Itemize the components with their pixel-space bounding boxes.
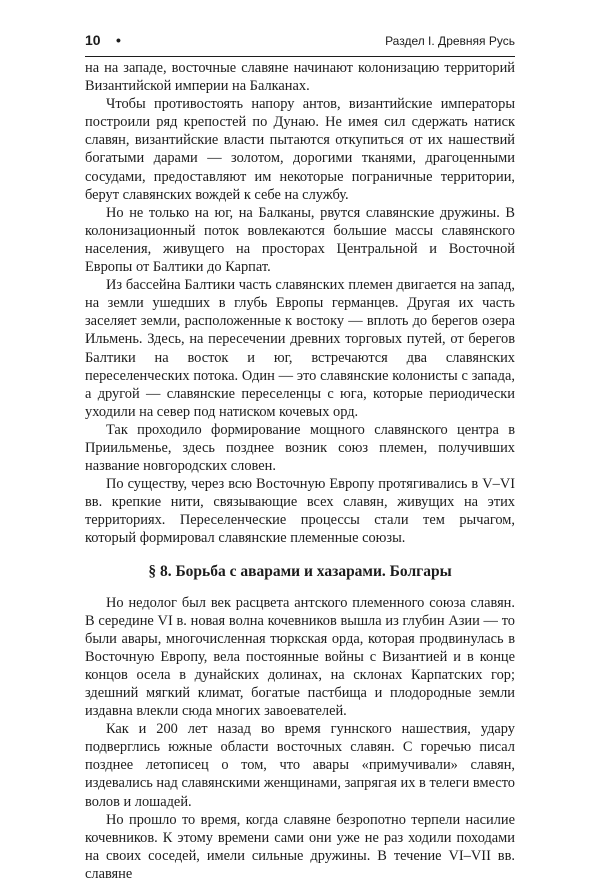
paragraph: Но недолог был век расцвета антского племенного союза славян. В середине VI в. новая волна кочевников вышла из глубин Азии — то были авары, многочисленная тюркская орда, которая продвинулась в Восточную Европу, вела постоянные войны с Византией и в конце концов осела в дунайских долинах, на склонах Карпатских гор; здешний мягкий климат, богатые пастбища и плодородные земли издавна влекли сюда многих завоевателей. bbox=[85, 594, 515, 720]
page-number: 10 bbox=[85, 32, 101, 48]
section-title: § 8. Борьба с аварами и хазарами. Болгары bbox=[148, 562, 452, 580]
paragraph: Но не только на юг, на Балканы, рвутся славянские дружины. В колонизационный поток вовлекаются большие массы славянского населения, живущего на просторах Центральной и Восточной Европы от Балтики до Карпат. bbox=[85, 204, 515, 276]
header-rule bbox=[85, 56, 515, 57]
paragraph: Так проходило формирование мощного славянского центра в Приильменье, здесь позднее возник союз племен, получивших название новгородских словен. bbox=[85, 421, 515, 475]
running-head: Раздел I. Древняя Русь bbox=[385, 34, 515, 48]
paragraph: Из бассейна Балтики часть славянских племен двигается на запад, на земли ушедших в глубь Европы германцев. Другая их часть заселяет земли, расположенные к востоку — вплоть до берегов озера Ильмень. Здесь, на пересечении древних торговых путей, от берегов Балтики на восток и юг, встречаются два славянских переселенческих потока. Один — это славянские колонисты с запада, а другой — славянские переселенцы с юга, которые периодически уходили на север под натиском кочевых орд. bbox=[85, 277, 515, 420]
paragraph: Чтобы противостоять напору антов, византийские императоры построили ряд крепостей по Дунаю. Не имея сил сдержать натиск славян, византийские власти пытаются откупиться от их нашествий богатыми дарами — золотом, дорогими тканями, драгоценными сосудами, предоставляют им некоторые пограничные территории, берут славянских вождей к себе на службу. bbox=[85, 96, 515, 203]
page-header bbox=[85, 30, 515, 52]
paragraph: на на западе, восточные славяне начинают колонизацию территорий Византийской империи на Балканах. bbox=[85, 60, 515, 95]
header-bullet: • bbox=[116, 32, 121, 48]
paragraph: По существу, через всю Восточную Европу протягивались в V–VI вв. крепкие нити, связывающие всех славян, живущих на этих территориях. Переселенческие процессы стали тем рычагом, который формировал славянские племенные союзы. bbox=[85, 476, 515, 547]
paragraph: Но прошло то время, когда славяне безропотно терпели насилие кочевников. К этому времени сами они уже не раз ходили походами на своих соседей, имели сильные дружины. В течение VI–VII вв. славяне bbox=[85, 811, 515, 882]
paragraph: Как и 200 лет назад во время гуннского нашествия, удару подверглись южные области восточных славян. С горечью писал позднее летописец о том, что авары «примучивали» славян, издевались над славянскими женщинами, запрягая их в телеги вместо волов и лошадей. bbox=[85, 721, 515, 810]
body-text bbox=[85, 59, 515, 883]
